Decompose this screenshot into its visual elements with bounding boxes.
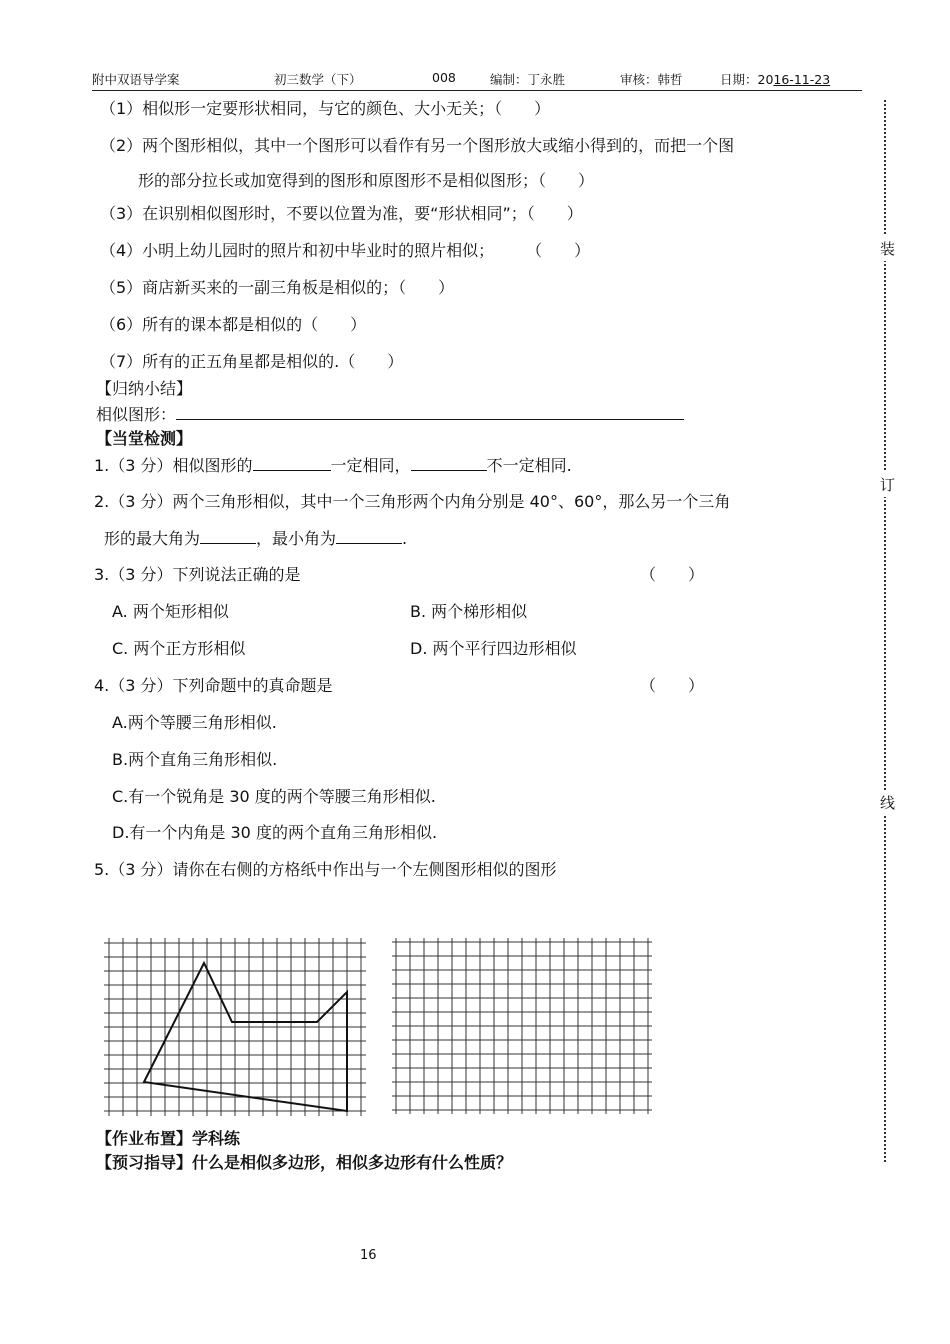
judgment-7: （7）所有的正五角星都是相似的.（ ） — [100, 352, 404, 371]
page-number: 16 — [360, 1248, 377, 1263]
q1-mid: 一定相同， — [330, 456, 411, 475]
q2-prefix: 形的最大角为 — [104, 529, 201, 548]
grid-paper-left — [104, 938, 370, 1118]
question-2-line1: 2.（3 分）两个三角形相似，其中一个三角形两个内角分别是 40°、60°，那么另一个三角 — [94, 492, 731, 511]
header-school: 附中双语导学案 — [92, 72, 180, 87]
q4-option-d: D.有一个内角是 30 度的两个直角三角形相似. — [112, 823, 438, 842]
q2-blank-2[interactable] — [336, 527, 402, 544]
judgment-5: （5）商店新买来的一副三角板是相似的；（ ） — [100, 278, 455, 297]
question-4-stem: 4.（3 分）下列命题中的真命题是 — [94, 676, 333, 695]
header-editor: 编制：丁永胜 — [490, 72, 566, 87]
preview-line: 【预习指导】什么是相似多边形，相似多边形有什么性质？ — [96, 1153, 513, 1172]
summary-heading: 【归纳小结】 — [96, 379, 193, 398]
question-1 — [94, 454, 572, 477]
q3-option-c: C. 两个正方形相似 — [112, 639, 246, 658]
homework-line: 【作业布置】学科练 — [96, 1129, 241, 1148]
q2-blank-1[interactable] — [200, 527, 256, 544]
q4-option-b: B.两个直角三角形相似. — [112, 750, 278, 769]
page-header — [92, 70, 862, 91]
judgment-4: （4）小明上幼儿园时的照片和初中毕业时的照片相似； （ ） — [100, 241, 591, 260]
q1-blank-1[interactable] — [253, 454, 331, 471]
question-2-line2 — [104, 527, 407, 550]
binding-char-zhuang: 装 — [880, 236, 895, 261]
q1-suffix: 不一定相同. — [486, 456, 572, 475]
grid-paper-right[interactable] — [392, 938, 654, 1118]
q2-mid: ，最小角为 — [256, 529, 337, 548]
question-5-stem: 5.（3 分）请你在右侧的方格纸中作出与一个左侧图形相似的图形 — [94, 860, 557, 879]
summary-blank[interactable] — [176, 403, 684, 420]
header-number: 008 — [432, 70, 456, 85]
judgment-2: （2）两个图形相似，其中一个图形可以看作有另一个图形放大或缩小得到的，而把一个图 — [100, 136, 735, 155]
judgment-2-cont: 形的部分拉长或加宽得到的图形和原图形不是相似图形；（ ） — [138, 171, 595, 190]
q4-option-a: A.两个等腰三角形相似. — [112, 713, 277, 732]
question-3-paren: （ ） — [640, 565, 705, 584]
header-date: 日期：2016-11-23 — [720, 72, 831, 87]
header-course: 初三数学（下） — [274, 72, 362, 87]
q3-option-a: A. 两个矩形相似 — [112, 602, 229, 621]
header-reviewer: 审核：韩哲 — [620, 72, 683, 87]
q3-option-d: D. 两个平行四边形相似 — [410, 639, 577, 658]
binding-char-xian: 线 — [880, 790, 895, 815]
summary-line — [96, 403, 684, 426]
judgment-3: （3）在识别相似图形时，不要以位置为准，要“形状相同”；（ ） — [100, 204, 583, 223]
q4-option-c: C.有一个锐角是 30 度的两个等腰三角形相似. — [112, 787, 436, 806]
test-heading: 【当堂检测】 — [96, 429, 193, 448]
q2-suffix: . — [402, 529, 408, 548]
question-4-paren: （ ） — [640, 676, 705, 695]
question-3-stem: 3.（3 分）下列说法正确的是 — [94, 565, 301, 584]
judgment-1: （1）相似形一定要形状相同，与它的颜色、大小无关；（ ） — [100, 99, 551, 118]
q1-prefix: 1.（3 分）相似图形的 — [94, 456, 253, 475]
summary-label: 相似图形： — [96, 405, 177, 424]
q1-blank-2[interactable] — [411, 454, 487, 471]
q3-option-b: B. 两个梯形相似 — [410, 602, 528, 621]
judgment-6: （6）所有的课本都是相似的（ ） — [100, 315, 367, 334]
binding-char-ding: 订 — [880, 472, 895, 497]
